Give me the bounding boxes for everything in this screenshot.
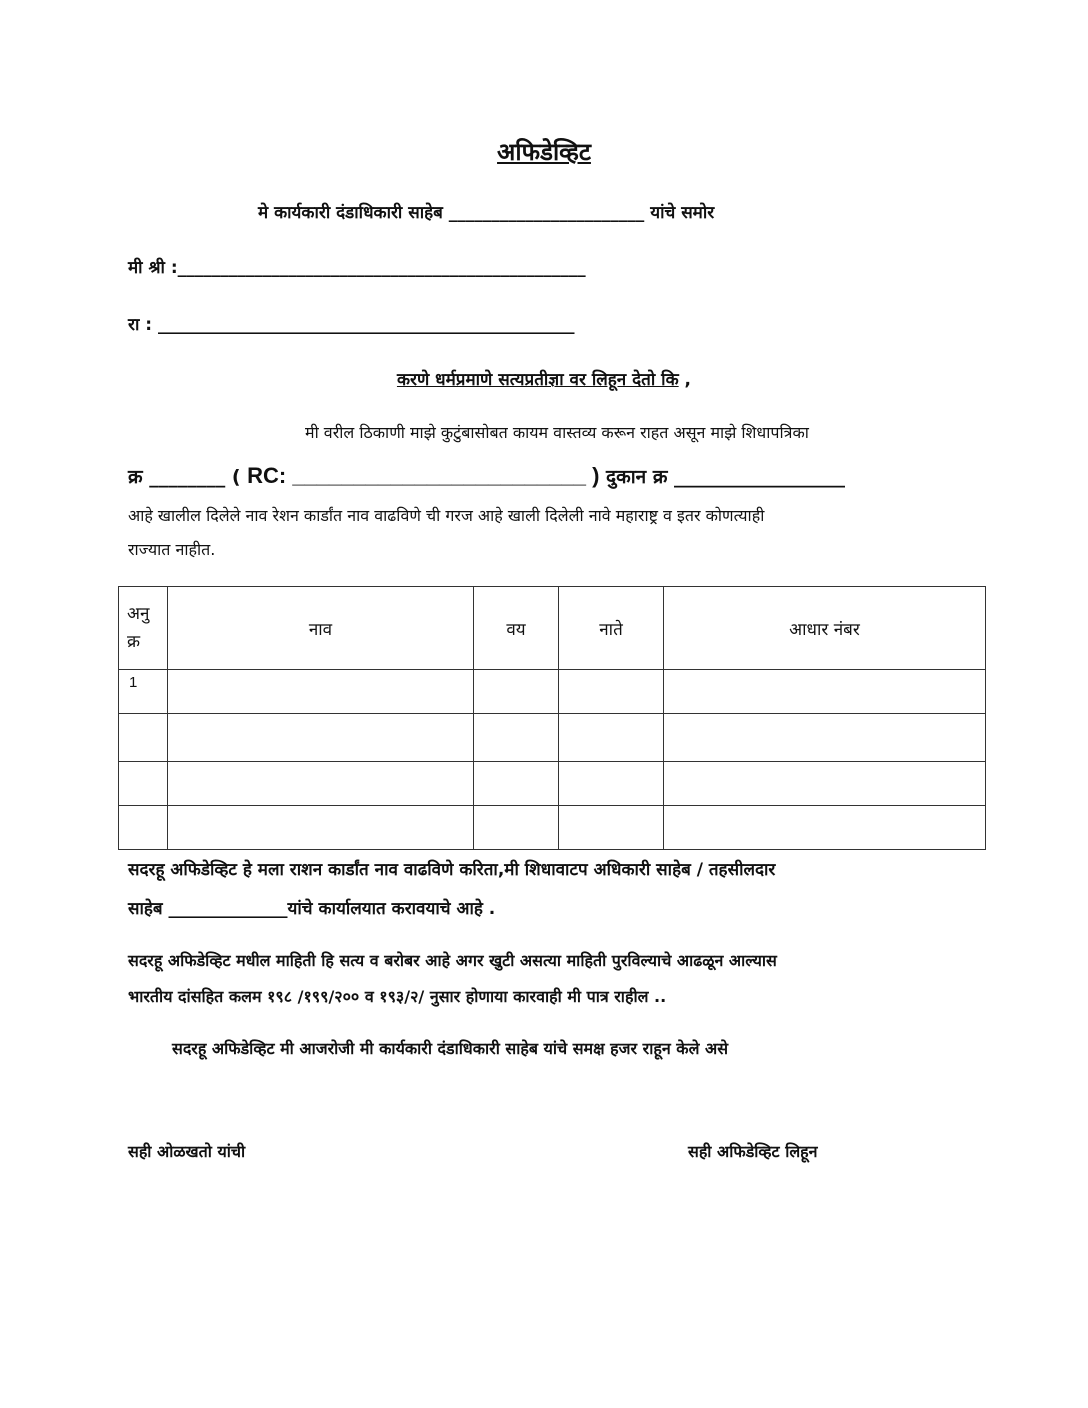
aadhaar-cell — [664, 670, 986, 714]
serial-cell: 1 — [119, 670, 168, 714]
residence-field-line: रा : _________________________________________________ — [128, 315, 575, 335]
col-header-aadhaar: आधार नंबर — [664, 587, 986, 670]
table-header-row — [119, 587, 986, 670]
table-row — [119, 714, 986, 762]
aadhaar-cell — [664, 806, 986, 850]
relation-cell — [559, 670, 664, 714]
name-field-line: मी श्री :________________________________________________ — [128, 258, 586, 278]
age-cell — [474, 762, 559, 806]
col-header-name: नाव — [168, 587, 474, 670]
shop-number-field: दुकान क्र __________________ — [599, 466, 846, 488]
table-row — [119, 806, 986, 850]
name-cell — [168, 762, 474, 806]
table-row — [119, 762, 986, 806]
name-cell — [168, 670, 474, 714]
truth-statement-line-1: सदरहू अफिडेव्हिट मधील माहिती हि सत्य व बरोबर आहे अगर खुटी असत्या माहिती पुरविल्याचे आढळून आल्यास — [128, 951, 777, 970]
card-number-field: क्र ________ ( — [128, 466, 248, 488]
identifier-signature-label: सही ओळखतो यांची — [128, 1142, 246, 1161]
aadhaar-cell — [664, 714, 986, 762]
col-header-age: वय — [474, 587, 559, 670]
card-number-line — [128, 463, 845, 489]
rc-number-field: RC: ________________________ ) — [247, 463, 600, 488]
names-paragraph-line-2: राज्यात नाहीत. — [128, 540, 216, 559]
col-header-relation: नाते — [559, 587, 664, 670]
table-row — [119, 670, 986, 714]
relation-cell — [559, 806, 664, 850]
residence-paragraph: मी वरील ठिकाणी माझे कुटुंबासोबत कायम वास्तव्य करून राहत असून माझे शिधापत्रिका — [305, 423, 809, 442]
members-table — [118, 586, 986, 850]
appearance-statement: सदरहू अफिडेव्हिट मी आजरोजी मी कार्यकारी दंडाधिकारी साहेब यांचे समक्ष हजर राहून केले असे — [172, 1039, 729, 1058]
names-paragraph-line-1: आहे खालील दिलेले नाव रेशन कार्डांत नाव वाढविणे ची गरज आहे खाली दिलेली नावे महाराष्ट्र व इतर कोणत्याही — [128, 506, 765, 525]
oath-heading-suffix: , — [678, 370, 692, 390]
col-header-serial — [119, 587, 168, 670]
aadhaar-cell — [664, 762, 986, 806]
oath-heading — [0, 367, 1088, 390]
serial-cell — [119, 762, 168, 806]
serial-header-line-2: क्र — [127, 632, 141, 652]
age-cell — [474, 714, 559, 762]
deponent-signature-label: सही अफिडेव्हिट लिहून — [688, 1142, 818, 1161]
purpose-line-1: सदरहू अफिडेव्हिट हे मला राशन कार्डांत नाव वाढविणे करिता,मी शिधावाटप अधिकारी साहेब / तहसीलदार — [128, 860, 776, 880]
serial-cell — [119, 806, 168, 850]
age-cell — [474, 670, 559, 714]
relation-cell — [559, 714, 664, 762]
age-cell — [474, 806, 559, 850]
before-authority-line: मे कार्यकारी दंडाधिकारी साहेब _______________________ यांचे समोर — [258, 203, 715, 223]
oath-heading-text: करणे धर्मप्रमाणे सत्यप्रतीज्ञा वर लिहून देतो कि — [396, 370, 679, 390]
purpose-line-2: साहेब ______________यांचे कार्यालयात करावयाचे आहे . — [128, 899, 496, 919]
serial-header-line-1: अनु — [127, 604, 150, 624]
relation-cell — [559, 762, 664, 806]
truth-statement-line-2: भारतीय दांसहित कलम १९८ /१९९/२०० व १९३/२/ नुसार होणाया कारवाही मी पात्र राहील .. — [128, 987, 667, 1006]
document-title: अफिडेव्हिट — [497, 138, 591, 166]
serial-cell — [119, 714, 168, 762]
name-cell — [168, 714, 474, 762]
name-cell — [168, 806, 474, 850]
